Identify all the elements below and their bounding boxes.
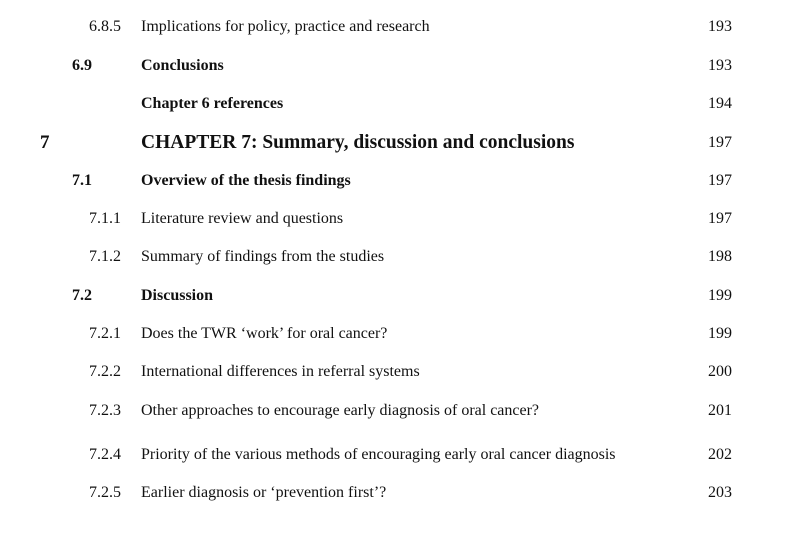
toc-entry-title: CHAPTER 7: Summary, discussion and conclusions bbox=[141, 132, 575, 153]
toc-entry-number: 7.1.1 bbox=[89, 210, 121, 227]
toc-entry-number: 7.2.3 bbox=[89, 402, 121, 419]
toc-entry-number: 7.2.4 bbox=[89, 446, 121, 463]
toc-entry-7-2 bbox=[0, 282, 789, 310]
toc-entry-7-2-5 bbox=[0, 479, 789, 507]
toc-entry-number: 7.2.2 bbox=[89, 363, 121, 380]
toc-entry-number: 6.9 bbox=[72, 57, 92, 74]
toc-entry-number: 6.8.5 bbox=[89, 18, 121, 35]
toc-entry-page: 200 bbox=[708, 363, 732, 380]
toc-entry-page: 197 bbox=[708, 134, 732, 151]
toc-entry-title: International differences in referral systems bbox=[141, 363, 420, 380]
toc-entry-page: 202 bbox=[708, 446, 732, 463]
toc-entry-title: Other approaches to encourage early diagnosis of oral cancer? bbox=[141, 402, 540, 419]
toc-entry-title: Implications for policy, practice and research bbox=[141, 18, 430, 35]
toc-entry-title: Literature review and questions bbox=[141, 210, 344, 227]
toc-entry-6-9 bbox=[0, 52, 789, 80]
toc-entry-7-2-3 bbox=[0, 397, 789, 425]
toc-entry-chapter-7 bbox=[0, 129, 789, 157]
toc-entry-page: 193 bbox=[708, 18, 732, 35]
toc-entry-7-1 bbox=[0, 167, 789, 195]
toc-entry-6-8-5 bbox=[0, 13, 789, 41]
toc-entry-title: Discussion bbox=[141, 287, 214, 304]
toc-entry-7-2-2 bbox=[0, 358, 789, 386]
toc-entry-7-1-2 bbox=[0, 243, 789, 271]
toc-entry-page: 203 bbox=[708, 484, 732, 501]
toc-entry-page: 193 bbox=[708, 57, 732, 74]
toc-entry-page: 197 bbox=[708, 172, 732, 189]
toc-entry-title: Overview of the thesis findings bbox=[141, 172, 351, 189]
toc-entry-title: Chapter 6 references bbox=[141, 95, 284, 112]
toc-entry-7-2-1 bbox=[0, 320, 789, 348]
toc-entry-page: 199 bbox=[708, 325, 732, 342]
toc-entry-7-2-4 bbox=[0, 441, 789, 469]
toc-entry-page: 194 bbox=[708, 95, 732, 112]
toc-entry-page: 197 bbox=[708, 210, 732, 227]
toc-entry-number: 7.1.2 bbox=[89, 248, 121, 265]
toc-entry-7-1-1 bbox=[0, 205, 789, 233]
toc-entry-number: 7.2.5 bbox=[89, 484, 121, 501]
toc-entry-title: Earlier diagnosis or ‘prevention first’? bbox=[141, 484, 387, 501]
toc-entry-number: 7.2.1 bbox=[89, 325, 121, 342]
toc-entry-title: Does the TWR ‘work’ for oral cancer? bbox=[141, 325, 388, 342]
toc-entry-title: Priority of the various methods of encouraging early oral cancer diagnosis bbox=[141, 446, 616, 463]
toc-entry-number: 7.1 bbox=[72, 172, 92, 189]
toc-entry-page: 199 bbox=[708, 287, 732, 304]
toc-entry-number: 7.2 bbox=[72, 287, 92, 304]
toc-entry-page: 198 bbox=[708, 248, 732, 265]
toc-entry-number: 7 bbox=[40, 132, 50, 153]
toc-entry-title: Summary of findings from the studies bbox=[141, 248, 385, 265]
toc-entry-title: Conclusions bbox=[141, 57, 224, 74]
toc-entry-page: 201 bbox=[708, 402, 732, 419]
toc-entry-chapter-6-references bbox=[0, 90, 789, 118]
